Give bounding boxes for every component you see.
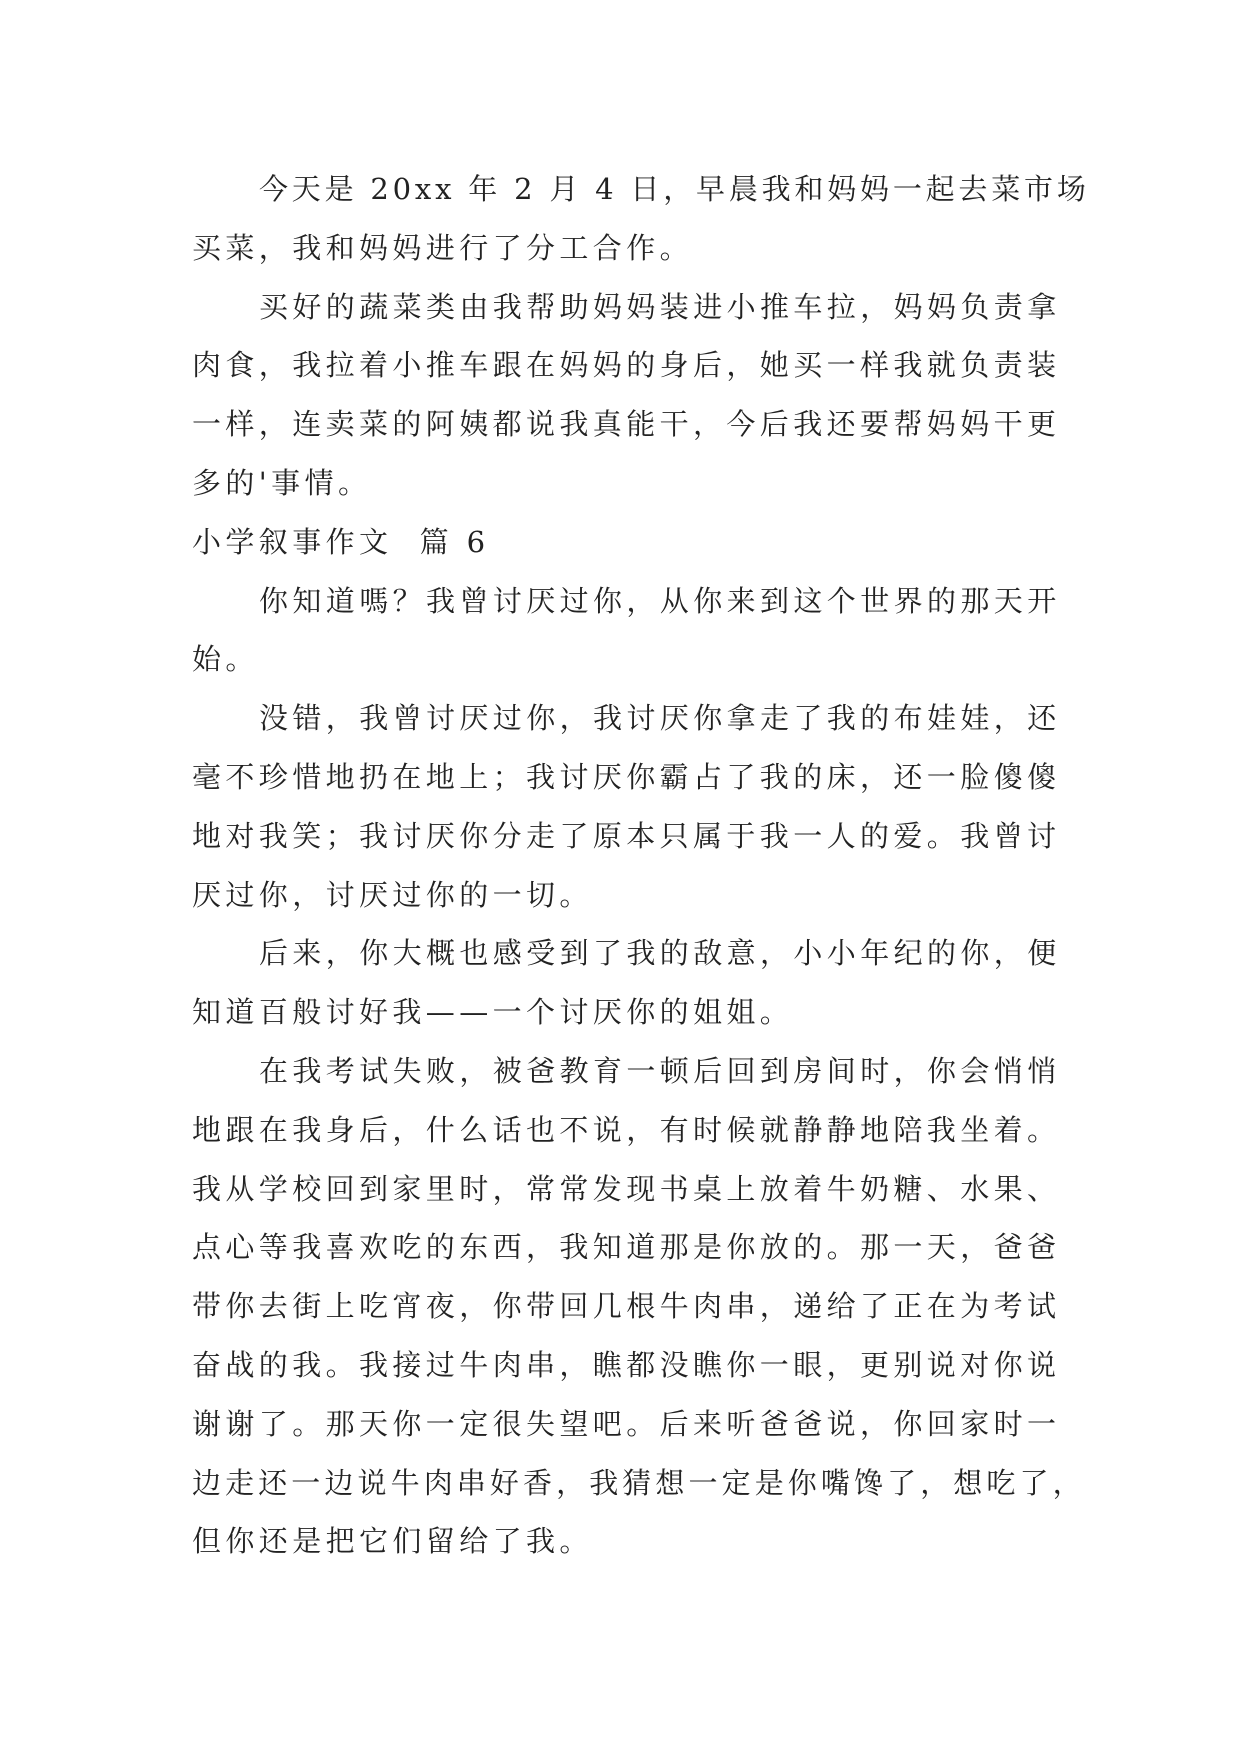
paragraph-line: 点心等我喜欢吃的东西，我知道那是你放的。那一天，爸爸 [192, 1230, 1061, 1265]
paragraph [192, 160, 1092, 278]
paragraph-line: 在我考试失败，被爸教育一顿后回到房间时，你会悄悄 [259, 1053, 1061, 1088]
paragraph [192, 924, 1092, 1042]
paragraph-line: 厌过你，讨厌过你的一切。 [192, 877, 593, 912]
paragraph [192, 1042, 1092, 1571]
paragraph-line: 多的'事情。 [192, 465, 372, 500]
paragraph-line: 买好的蔬菜类由我帮助妈妈装进小推车拉，妈妈负责拿 [259, 289, 1061, 324]
paragraph-line: 肉食，我拉着小推车跟在妈妈的身后，她买一样我就负责装 [192, 348, 1061, 383]
paragraph [192, 278, 1092, 513]
paragraph-line: 带你去街上吃宵夜，你带回几根牛肉串，递给了正在为考试 [192, 1289, 1061, 1324]
paragraph-line: 奋战的我。我接过牛肉串，瞧都没瞧你一眼，更别说对你说 [192, 1347, 1061, 1382]
essay-heading: 小学叙事作文 篇 6 [192, 524, 490, 559]
paragraph [192, 689, 1092, 924]
paragraph-line: 没错，我曾讨厌过你，我讨厌你拿走了我的布娃娃，还 [259, 701, 1061, 736]
paragraph-line: 你知道嗎？我曾讨厌过你，从你来到这个世界的那天开 [259, 583, 1061, 618]
paragraph [192, 572, 1092, 690]
paragraph-line: 我从学校回到家里时，常常发现书桌上放着牛奶糖、水果、 [192, 1171, 1061, 1206]
paragraph-line: 但你还是把它们留给了我。 [192, 1524, 593, 1559]
paragraph-line: 地跟在我身后，什么话也不说，有时候就静静地陪我坐着。 [192, 1112, 1061, 1147]
paragraph-line: 一样，连卖菜的阿姨都说我真能干，今后我还要帮妈妈干更 [192, 407, 1061, 442]
paragraph-line: 后来，你大概也感受到了我的敌意，小小年纪的你，便 [259, 936, 1061, 971]
paragraph-line: 边走还一边说牛肉串好香，我猜想一定是你嘴馋了，想吃了， [192, 1465, 1086, 1500]
document-body [192, 160, 1092, 1571]
paragraph-line: 始。 [192, 642, 259, 677]
paragraph-line: 地对我笑；我讨厌你分走了原本只属于我一人的爱。我曾讨 [192, 818, 1061, 853]
paragraph-line: 知道百般讨好我——一个讨厌你的姐姐。 [192, 995, 794, 1030]
paragraph-line: 谢谢了。那天你一定很失望吧。后来听爸爸说，你回家时一 [192, 1406, 1061, 1441]
paragraph-line: 毫不珍惜地扔在地上；我讨厌你霸占了我的床，还一脸傻傻 [192, 759, 1061, 794]
paragraph-line: 今天是 20xx 年 2 月 4 日，早晨我和妈妈一起去菜市场 [259, 172, 1090, 206]
paragraph-line: 买菜，我和妈妈进行了分工合作。 [192, 230, 694, 265]
